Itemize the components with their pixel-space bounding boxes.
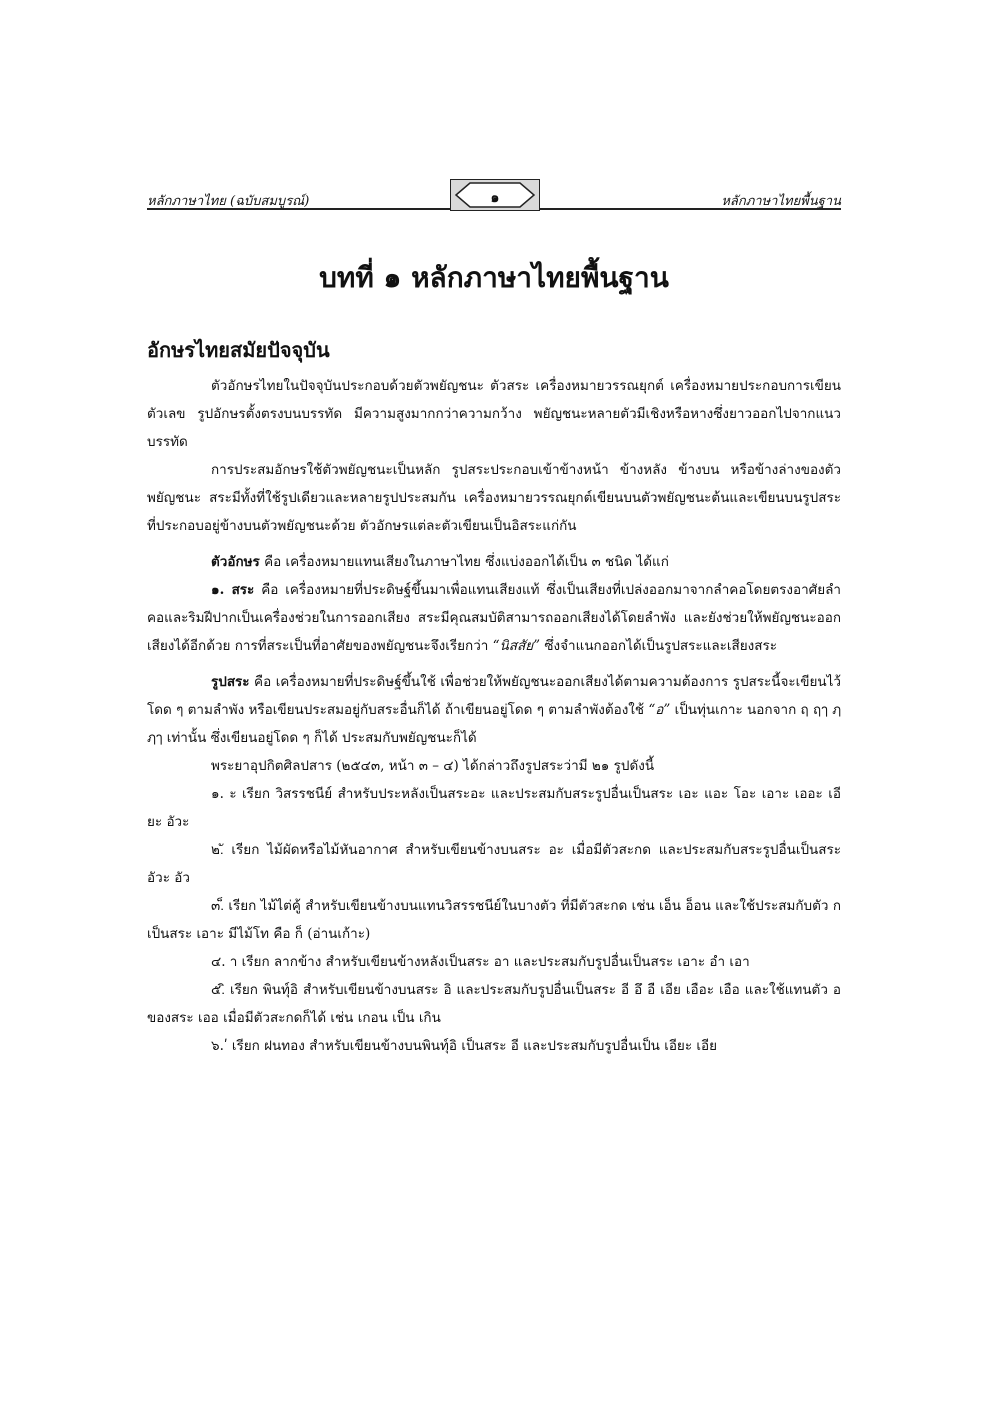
letters-definition-text: คือ เครื่องหมายแทนเสียงในภาษาไทย ซึ่งแบ่งออกได้เป็น ๓ ชนิด ได้แก่ (259, 554, 669, 570)
list-item: ๒.ั เรียก ไม้ผัดหรือไม้หันอากาศ สำหรับเขียนข้างบนสระ อะ เมื่อมีตัวสะกด และประสมกับสระรูปอื่นเป็นสระ อัวะ อัว (147, 842, 841, 886)
list-item: ๕.ิ เรียก พินทุ์อิ สำหรับเขียนข้างบนสระ อิ และประสมกับรูปอื่นเป็นสระ อี อึ อื เอีย เอือะ เอือ และใช้แทนตัว อ ของสระ เออ เมื่อมีตัวสะกดก็ได้ เช่น เกอน เป็น เกิน (147, 982, 841, 1026)
list-item: ๑. ะ เรียก วิสรรชนีย์ สำหรับประหลังเป็นสระอะ และประสมกับสระรูปอื่นเป็นสระ เอะ แอะ โอะ เอาะ เออะ เอียะ อัวะ (147, 786, 841, 830)
term-letters: ตัวอักษร (211, 554, 260, 570)
vowel-forms-emphasis: “อ” (648, 702, 671, 718)
paragraph-intro: ตัวอักษรไทยในปัจจุบันประกอบด้วยตัวพยัญชนะ ตัวสระ เครื่องหมายวรรณยุกต์ เครื่องหมายประกอบการเขียน ตัวเลข รูปอักษรตั้งตรงบนบรรทัด มีความสูงมากกว่าความกว้าง พยัญชนะหลายตัวมีเชิงหรือหางซึ่งยาวออกไปจากแนวบรรทัด (147, 378, 841, 450)
paragraph-vowel-forms (147, 668, 841, 752)
list-item: ๔. า เรียก ลากข้าง สำหรับเขียนข้างหลังเป็นสระ อา และประสมกับรูปอื่นเป็นสระ เอาะ อำ เอา (211, 954, 750, 970)
term-vowels: ๑. สระ (211, 582, 255, 598)
vowels-text-b: ซึ่งจำแนกออกได้เป็นรูปสระและเสียงสระ (540, 638, 777, 654)
vowels-text-a: คือ เครื่องหมายที่ประดิษฐ์ขึ้นมาเพื่อแทนเสียงแท้ ซึ่งเป็นเสียงที่เปล่งออกมาจากลำคอโดยตรงอาศัยลำคอและริมฝีปากเป็นเครื่องช่วยในการออกเสียง สระมีคุณสมบัติสามารถออกเสียงได้โดยลำพัง และยังช่วยให้พยัญชนะออกเสียงได้อีกด้วย การที่สระเป็นที่อาศัยของพยัญชนะจึงเรียกว่า (147, 582, 841, 654)
paragraph-citation: พระยาอุปกิตศิลปสาร (๒๕๔๓, หน้า ๓ – ๔) ได้กล่าวถึงรูปสระว่ามี ๒๑ รูปดังนี้ (211, 758, 655, 774)
term-vowel-forms: รูปสระ (211, 674, 250, 690)
vowel-forms-text-b: เป็นทุ่นเกาะ นอกจาก ฤ ฤๅ ฦ ฦๅ เท่านั้น ซึ่งเขียนอยู่โดด ๆ ก็ได้ ประสมกับพยัญชนะก็ได้ (147, 702, 841, 746)
running-header-chapter-title: หลักภาษาไทยพื้นฐาน (721, 194, 841, 209)
body-text (147, 372, 841, 1060)
paragraph-combination: การประสมอักษรใช้ตัวพยัญชนะเป็นหลัก รูปสระประกอบเข้าข้างหน้า ข้างหลัง ข้างบน หรือข้างล่างของตัวพยัญชนะ สระมีทั้งที่ใช้รูปเดียวและหลายรูปประสมกัน เครื่องหมายวรรณยุกต์เขียนบนตัวพยัญชนะต้นและเขียนบนรูปสระที่ประกอบอยู่ข้างบนตัวพยัญชนะด้วย ตัวอักษรแต่ละตัวเขียนเป็นอิสระแก่กัน (147, 462, 841, 534)
list-item: ๓.็ เรียก ไม้ไต่คู้ สำหรับเขียนข้างบนแทนวิสรรชนีย์ในบางตัว ที่มีตัวสะกด เช่น เอ็น อ็อน และใช้ประสมกับตัว ก เป็นสระ เอาะ มีไม้โท คือ ก็ (อ่านเก้าะ) (147, 898, 841, 942)
paragraph-vowels (147, 576, 841, 660)
vowels-emphasis: “นิสสัย” (492, 638, 541, 654)
list-item: ๖.ʹ เรียก ฝนทอง สำหรับเขียนข้างบนพินทุ์อิ เป็นสระ อี และประสมกับรูปอื่นเป็น เอียะ เอีย (211, 1038, 718, 1054)
paragraph-letters-definition (147, 548, 841, 576)
page-number: ๑ (490, 190, 500, 206)
page-header (147, 178, 841, 214)
vowel-forms-text-a: คือ เครื่องหมายที่ประดิษฐ์ขึ้นใช้ เพื่อช่วยให้พยัญชนะออกเสียงได้ตามความต้องการ รูปสระนี้จะเขียนไว้โดด ๆ ตามลำพัง หรือเขียนประสมอยู่กับสระอื่นก็ได้ ถ้าเขียนอยู่โดด ๆ ตามลำพังต้องใช้ (147, 674, 841, 718)
chapter-title: บทที่ ๑ หลักภาษาไทยพื้นฐาน (319, 261, 669, 294)
page-number-box (450, 179, 540, 211)
running-header-book-title: หลักภาษาไทย (ฉบับสมบูรณ์) (147, 194, 310, 209)
section-title: อักษรไทยสมัยปัจจุบัน (147, 338, 330, 362)
